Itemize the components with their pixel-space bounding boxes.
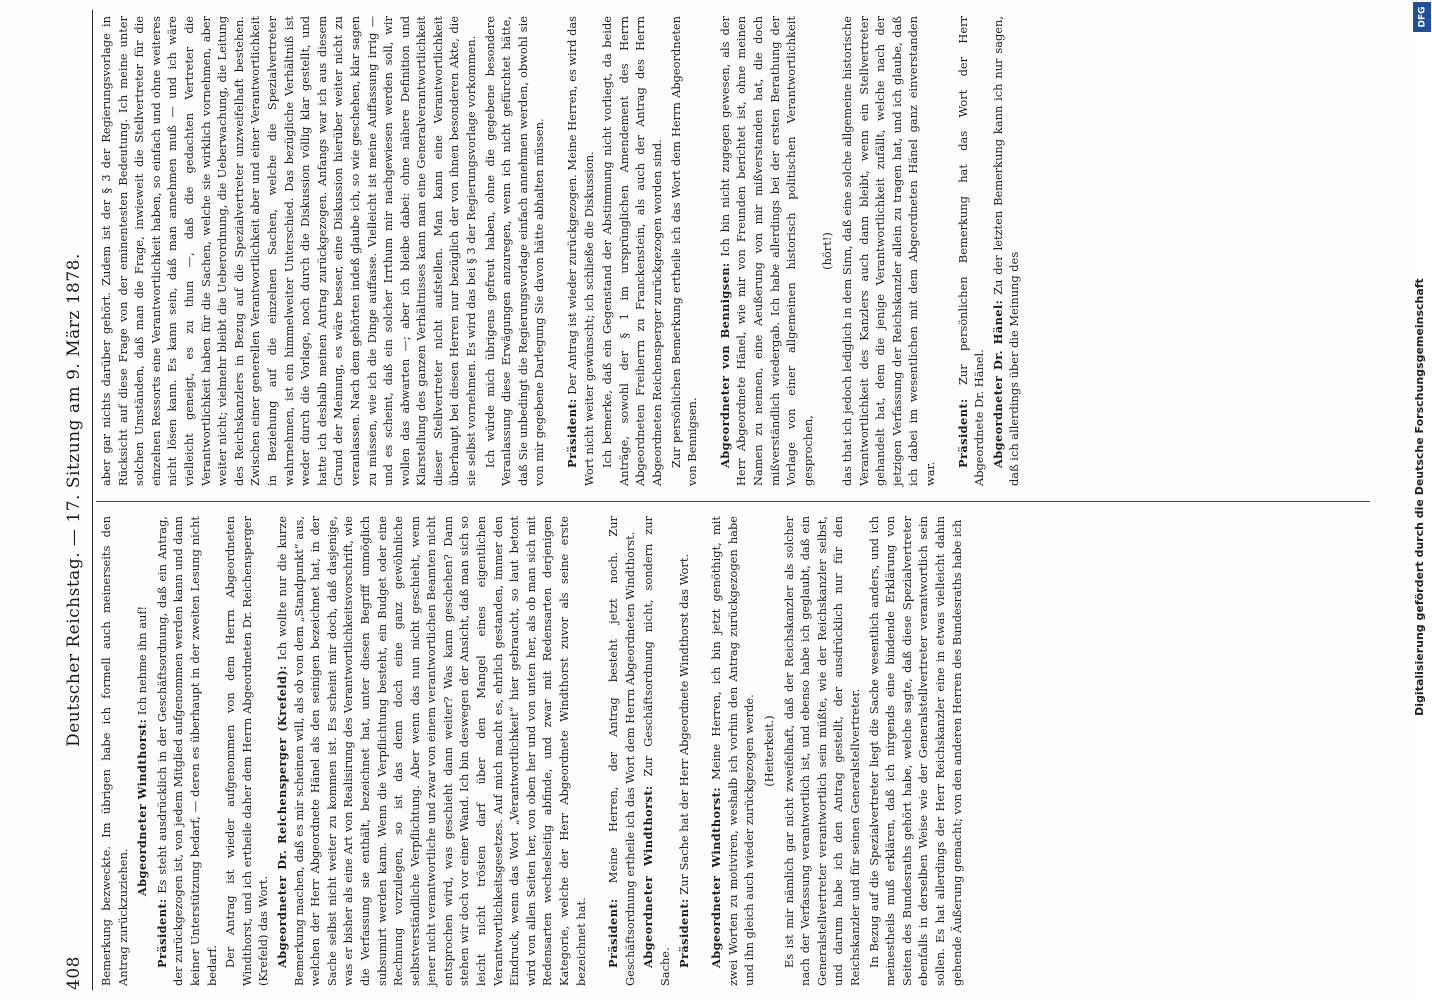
- paragraph-text: Es ist mir nämlich gar nicht zweifelhaft, daß der Reichskanzler als solcher nach der Verfassung verantwortlich ist, und ebenso habe ich geglaubt, daß ein Generalstellvertreter verantwortlich sein müßte, wie der Reichskanzler selbst, und darum habe ich den Antrag gestellt, der ausdrücklich nur für den Reichskanzler und für seinen Generalstellvertreter.: [781, 516, 862, 986]
- column-divider: [96, 501, 1370, 502]
- paragraph: [134, 516, 151, 986]
- paragraph: [599, 16, 665, 486]
- paragraph-text: Zur Geschäftsordnung nicht, sondern zur Sache.: [641, 515, 672, 986]
- paragraph: [955, 16, 988, 486]
- speaker-label: Präsident:: [676, 898, 691, 968]
- speaker-label: Abgeordneter Windthorst:: [135, 718, 150, 897]
- header-rule: [92, 10, 93, 990]
- paragraph-text: Es steht ausdrücklich in der Geschäftsordnung, daß ein Antrag, der zurückgezogen ist, von jedem Mitglied aufgenommen werden kann und dann keiner Unterstützung bedarf, — deren es überhaupt in der zweiten Lesung nicht bedarf.: [154, 516, 219, 986]
- paragraph: [866, 516, 966, 986]
- dfg-logo-badge: DFG: [1413, 2, 1431, 32]
- paragraph-text: Zur persönlichen Bemerkung hat das Wort der Herr Abgeordnete Dr. Hänel.: [955, 16, 987, 486]
- speaker-label: Präsident:: [154, 898, 169, 968]
- paragraph: [274, 516, 589, 986]
- speaker-label: Präsident:: [565, 398, 580, 468]
- paragraph-text: (Heiterkeit.): [761, 715, 776, 787]
- paragraph-text: Meine Herren, ich bin jetzt genöthigt, mit zwei Worten zu motiviren, weshalb ich vorhin den Antrag zurückgezogen habe und ihn gleich auch wieder zurückgezogen werde.: [709, 516, 757, 986]
- paragraph-text: aber gar nichts darüber gehört. Zudem ist der § 3 der Regierungsvorlage in Rücksicht auf diese Frage von der eminentesten Bedeutung. Ich meine unter solchen Umständen, daß man die Frage, inwieweit die Stellvertreter für die einzelnen Ressorts eine Verantwortlichkeit haben, so einfach und ohne weiteres nicht lösen kann. Es kann sein, daß man annehmen muß — und ich wäre vielleicht geneigt, es zu thun —, daß die gedachten Vertreter die Verantwortlichkeit haben für die Sachen, welche sie wirklich vornehmen, aber weiter nicht; vielmehr bleibt die Ueberordnung, die Ueberwachung, die Leitung des Reichskanzlers in Bezug auf die Spezialvertreter unzweifelhaft bestehen. Zwischen einer generellen Verantwortlichkeit aber und einer Verantwortlichkeit in Beziehung auf die einzelnen Sachen, welche die Spezialvertreter wahrnehmen, ist ein himmelweiter Unterschied. Das bezügliche Verhältniß ist weder durch die Vorlage, noch durch die Diskussion völlig klar gestellt, und hatte ich deshalb meinen Antrag zurückgezogen. Anfangs war ich aus diesem Grund der Meinung, es wäre besser, eine Diskussion hierüber weiter nicht zu veranlassen. Nach dem gehörten indeß glaube ich, so wie geschehen, klar sagen zu müssen, wie ich die Dinge auffasse. Vielleicht ist meine Auffassung irrig — und es scheint, daß ein solcher Irrthum mir nachgewiesen werden soll, wir wollen das abwarten —; aber ich bleibe dabei: ohne nähere Definition und Klarstellung des ganzen Verhältnisses kann man eine Generalverantwortlichkeit dieser Stellvertreter nicht aufstellen. Man kann eine Verantwortlichkeit überhaupt bei diesen Herren nur bezüglich der von ihnen besonderen Akte, die sie selbst vornehmen. Es wird das bei § 3 der Regierungsvorlage vorkommen.: [99, 16, 479, 486]
- page-number: 408: [64, 956, 84, 990]
- running-title: Deutscher Reichstag. — 17. Sitzung am 9. März 1878.: [64, 253, 84, 747]
- paragraph-text: Zu der letzten Bemerkung kann ich nur sagen, daß ich allerdings über die Meinung des: [990, 16, 1022, 486]
- paragraph-text: Ich wollte nur die kurze Bemerkung machen, daß es mir scheinen will, als ob von dem „Standpunkt“ aus, welchen der Herr Abgeordnete Hänel als den seinigen bezeichnet hat, in der Sache selbst nicht weiter zu kommen ist. Es scheint mir doch, daß dasjenige, was er bisher als eine Art von Realisirung des Verantwortlichkeitsvorschrift, wie die Verfassung sie enthält, bezeichnet hat, unter diesen Begriff unmöglich subsumirt werden kann. Wenn die Verpflichtung besteht, ein Budget oder eine Rechnung vorzulegen, so ist das denn doch eine ganz gewöhnliche selbstverständliche Verpflichtung. Aber wenn das nun nicht geschieht, wenn jener nicht verantwortliche und zwar von einem verantwortlichen Beamten nicht entsprochen wird, was geschieht dann weiter? Was kann geschehen? Dann stehen wir doch vor einer Wand. Ich bin deswegen der Ansicht, daß man sich so leicht nicht trösten darf über den Mangel eines eigentlichen Verantwortlichkeitsgesetzes. Auf mich macht es, ehrlich gestanden, immer den Eindruck, wenn das Wort „Verantwortlichkeit“ hier gebraucht, so laut betont wird von allen Seiten her, von oben her und von unten her, als ob man sich mit Redensarten wechselseitig abfinde, und zwar mit Redensarten derjenigen Kategorie, welche der Herr Abgeordnete Windthorst zuvor als seine erste bezeichnet hat.: [274, 516, 588, 986]
- paragraph-text: Bemerkung bezweckte. Im übrigen habe ich formell auch meinerseits den Antrag zurückzuziehen.: [99, 516, 130, 986]
- paragraph-text: Zur persönlichen Bemerkung ertheile ich das Wort dem Herrn Abgeordneten von Bennigsen.: [668, 16, 700, 486]
- paragraph-text: das that ich jedoch lediglich in dem Sinn, daß eine solche allgemeine historische Verantwortlichkeit des Kanzlers auch dann bleibt, wenn ein Stellvertreter gehandelt hat, dem die jenige Verantwortlichkeit zufällt, welche nach der jetzigen Verfassung der Reichskanzler allein zu tragen hat, und ich glaube, daß ich dabei im wesentlichen mit dem Abgeordneten Hänel ganz einverstanden war.: [839, 16, 937, 486]
- speaker-label: Abgeordneter von Bennigsen:: [717, 262, 732, 468]
- left-column: [98, 516, 967, 986]
- right-column: [98, 16, 1025, 486]
- speaker-label: Abgeordneter Dr. Reichensperger (Krefeld):: [274, 665, 289, 968]
- paragraph-text: Ich nehme ihn auf!: [135, 605, 150, 716]
- paragraph: [482, 16, 548, 486]
- paragraph-text: In Bezug auf die Spezialvertreter liegt die Sache wesentlich anders, und ich meinestheils muß erklären, daß ich nirgends eine bindende Erklärung von Seiten des Bundesraths gehört habe, welche sagte, daß diese Spezialvertreter ebenfalls in derselben Weise wie der Generalstellvertreter verantwortlich sein sollen. Es hat allerdings der Herr Reichskanzler eine in etwas vielleicht dahin gehende Äußerung gemacht; von den anderen Herren des Bundesraths habe ich: [866, 516, 964, 986]
- paragraph: [668, 16, 701, 486]
- paragraph: [222, 516, 272, 986]
- paragraph-text: Der Antrag ist wieder aufgenommen von dem Herrn Abgeordneten Windthorst, und ich ertheile daher dem Herrn Abgeordneten Dr. Reichensperger (Krefeld) das Wort.: [223, 516, 271, 986]
- paragraph: [676, 516, 693, 986]
- paragraph-text: Ich bin nicht zugegen gewesen, als der Herr Abgeordnete Hänel, wie mir von Freunden berichtet ist, ohne meinen Namen zu nennen, eine Aeußerung von mir mißverstanden hat, die doch mißverständlich wiedergab. Ich habe allerdings bei der ersten Berathung der Vorlage von einer allgemeinen historisch politischen Verantwortlichkeit gesprochen,: [717, 15, 815, 486]
- paragraph: [990, 16, 1023, 486]
- paragraph-text: Der Antrag ist wieder zurückgezogen. Meine Herren, es wird das Wort nicht weiter gewünscht; ich schließe die Diskussion.: [565, 16, 596, 486]
- paragraph: [819, 16, 836, 486]
- paragraph-text: Ich würde mich übrigens gefreut haben, ohne die gegebene besondere Veranlassung diese Erwägungen anzuregen, wenn ich nicht gefürchtet hätte, daß Sie unbedingt die Regierungsvorlage einfach annehmen werden, obwohl sie von mir gegebene Darlegung Sie davon hätte abhalten müssen.: [482, 16, 547, 486]
- paragraph: [564, 16, 597, 486]
- paragraph: [98, 16, 480, 486]
- paragraph: [605, 516, 638, 986]
- speaker-label: Abgeordneter Dr. Hänel:: [990, 299, 1005, 468]
- paragraph: [839, 16, 939, 486]
- rotated-page: [56, 10, 1376, 990]
- paragraph: [640, 516, 673, 986]
- credit-strip: [1410, 0, 1432, 1000]
- digitization-credit: Digitalisierung gefördert durch die Deutsche Forschungsgemeinschaft: [1413, 278, 1426, 716]
- speaker-label: Präsident:: [955, 398, 970, 468]
- paragraph-text: Meine Herren, der Antrag besteht jetzt noch. Zur Geschäftsordnung ertheile ich das Wort dem Herrn Abgeordneten Windthorst.: [606, 515, 637, 986]
- paragraph-text: Zur Sache hat der Herr Abgeordnete Windthorst das Wort.: [676, 553, 691, 895]
- speaker-label: Präsident:: [606, 898, 621, 968]
- paragraph: [717, 16, 817, 486]
- paragraph-text: (hört!): [820, 232, 835, 270]
- speaker-label: Abgeordneter Windthorst:: [641, 785, 656, 968]
- paragraph: [761, 516, 778, 986]
- paragraph: [154, 516, 220, 986]
- paragraph: [708, 516, 758, 986]
- paragraph-text: Ich bemerke, daß ein Gegenstand der Abstimmung nicht vorliegt, da beide Anträge, sowohl der § 1 im ursprünglichen Amendement des Herrn Abgeordneten Freiherrn zu Franckenstein, als auch der Antrag des Herrn Abgeordneten Reichensperger zurückgezogen worden sind.: [600, 16, 664, 486]
- speaker-label: Abgeordneter Windthorst:: [709, 787, 724, 968]
- running-head: [64, 10, 88, 990]
- paragraph: [781, 516, 864, 986]
- paragraph: [98, 516, 131, 986]
